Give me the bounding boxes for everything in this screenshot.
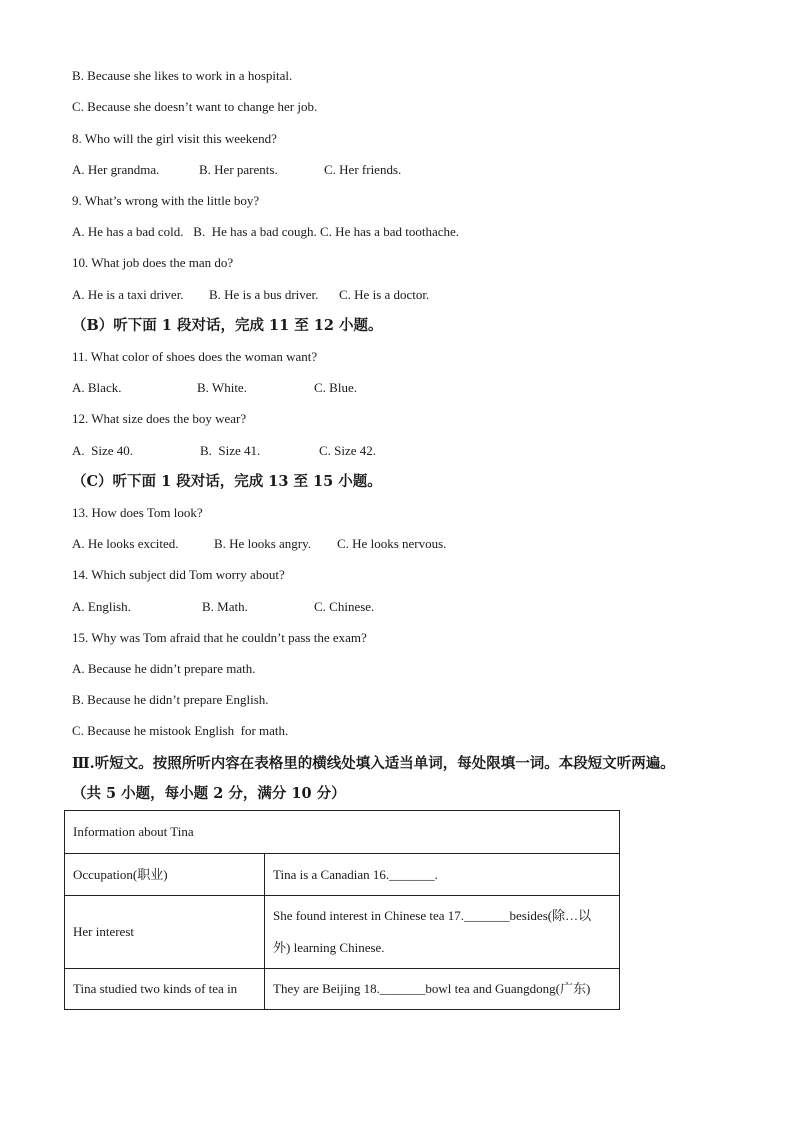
question-14-option-c: C. Chinese. <box>314 599 375 614</box>
table-value-line: 外) learning Chinese. <box>273 940 385 955</box>
question-14-option-a: A. English. <box>72 599 131 614</box>
question-7-option-b: B. Because she likes to work in a hospital. <box>72 68 293 83</box>
table-title-cell: Information about Tina <box>65 811 620 854</box>
question-13: 13. How does Tom look? <box>72 505 203 520</box>
question-9-options: A. He has a bad cold. B. He has a bad cough. C. He has a bad toothache. <box>72 224 459 239</box>
table-label-cell: Her interest <box>65 896 265 969</box>
table-row <box>65 896 620 969</box>
table-value-cell: Tina is a Canadian 16._______. <box>265 854 620 896</box>
question-12: 12. What size does the boy wear? <box>72 411 247 426</box>
question-14-option-b: B. Math. <box>202 599 248 614</box>
table-label-cell: Occupation(职业) <box>65 854 265 896</box>
question-12-option-b: B. Size 41. <box>200 443 261 458</box>
section-c-heading: （C）听下面 1 段对话，完成 13 至 15 小题。 <box>72 473 382 490</box>
question-10-option-a: A. He is a taxi driver. <box>72 287 184 302</box>
question-13-option-c: C. He looks nervous. <box>337 536 447 551</box>
question-13-option-a: A. He looks excited. <box>72 536 179 551</box>
section-3-heading: Ⅲ.听短文。按照所听内容在表格里的横线处填入适当单词，每处限填一词。本段短文听两遍。 <box>72 755 675 772</box>
question-8-option-c: C. Her friends. <box>324 162 402 177</box>
question-12-option-a: A. Size 40. <box>72 443 134 458</box>
question-15-option-b: B. Because he didn’t prepare English. <box>72 692 269 707</box>
question-10: 10. What job does the man do? <box>72 255 234 270</box>
question-14: 14. Which subject did Tom worry about? <box>72 567 285 582</box>
question-11: 11. What color of shoes does the woman want? <box>72 349 318 364</box>
table-value-line: She found interest in Chinese tea 17._______besides(除…以 <box>273 908 592 923</box>
question-15-option-c: C. Because he mistook English for math. <box>72 723 289 738</box>
question-10-option-c: C. He is a doctor. <box>339 287 430 302</box>
question-7-option-c: C. Because she doesn’t want to change her job. <box>72 99 318 114</box>
tina-information-table <box>64 810 620 1010</box>
question-8-option-a: A. Her grandma. <box>72 162 160 177</box>
table-label-cell: Tina studied two kinds of tea in <box>65 969 265 1010</box>
question-8: 8. Who will the girl visit this weekend? <box>72 131 277 146</box>
table-value-cell: They are Beijing 18._______bowl tea and Guangdong(广东) <box>265 969 620 1010</box>
question-15: 15. Why was Tom afraid that he couldn’t pass the exam? <box>72 630 367 645</box>
section-3-scoring-note: （共 5 小题，每小题 2 分，满分 10 分） <box>72 785 346 802</box>
question-15-option-a: A. Because he didn’t prepare math. <box>72 661 256 676</box>
question-11-option-c: C. Blue. <box>314 380 357 395</box>
question-11-option-b: B. White. <box>197 380 247 395</box>
table-row <box>65 854 620 896</box>
section-b-heading: （B）听下面 1 段对话，完成 11 至 12 小题。 <box>72 317 383 334</box>
table-value-cell <box>265 896 620 969</box>
question-9: 9. What’s wrong with the little boy? <box>72 193 260 208</box>
question-12-option-c: C. Size 42. <box>319 443 377 458</box>
table-row <box>65 969 620 1010</box>
question-11-option-a: A. Black. <box>72 380 122 395</box>
question-8-option-b: B. Her parents. <box>199 162 278 177</box>
question-13-option-b: B. He looks angry. <box>214 536 312 551</box>
question-10-option-b: B. He is a bus driver. <box>209 287 319 302</box>
table-row <box>65 811 620 854</box>
